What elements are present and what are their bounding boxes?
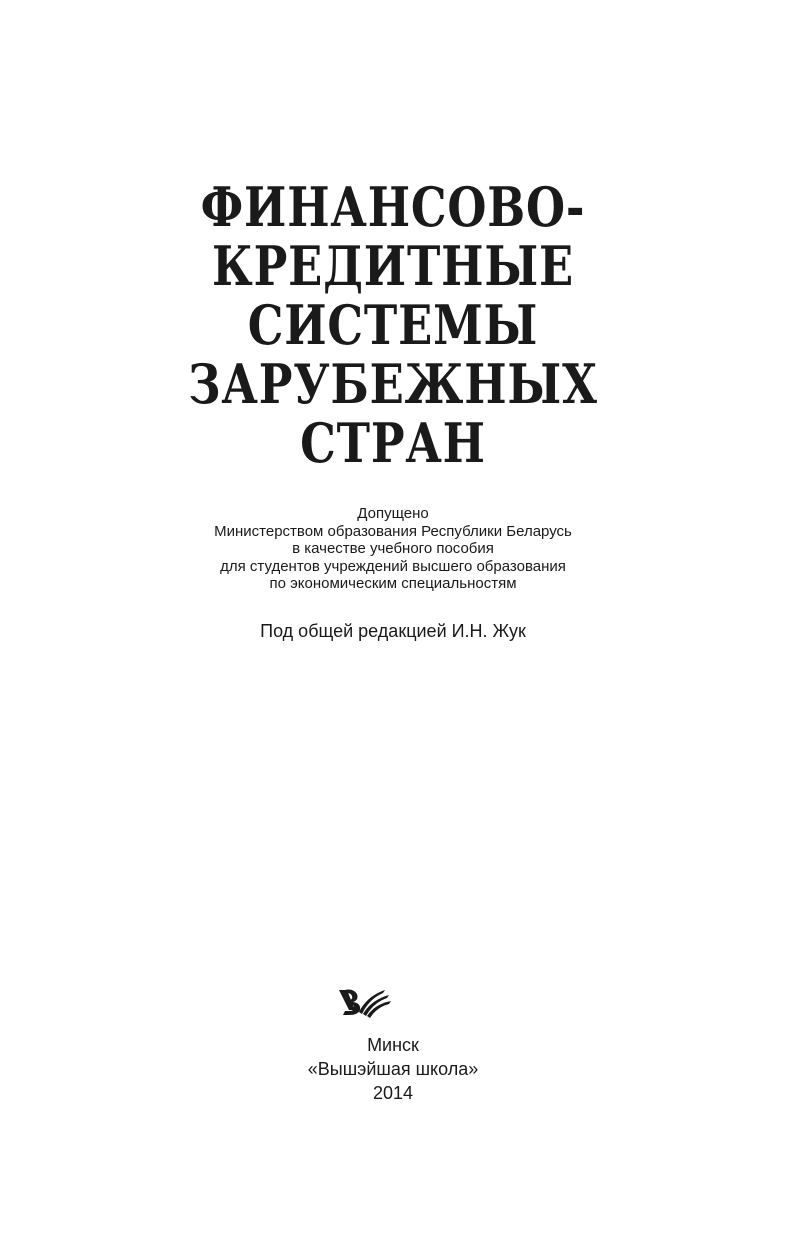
approval-statement [0, 505, 786, 593]
title-line-1: ФИНАНСОВО- [200, 175, 586, 239]
imprint-year: 2014 [372, 1083, 414, 1103]
title-line-5: СТРАН [300, 411, 486, 475]
approval-line-2: Министерством образования Республики Беларусь [214, 522, 572, 540]
approval-line-4: для студентов учреждений высшего образования [220, 557, 566, 575]
publisher-logo-icon [333, 984, 393, 1018]
approval-line-1: Допущено [357, 505, 429, 522]
approval-line-3: в качестве учебного пособия [292, 540, 494, 557]
approval-line-5: по экономическим специальностям [269, 575, 517, 592]
imprint [0, 1033, 786, 1105]
title-line-2: КРЕДИТНЫЕ [211, 234, 575, 298]
editor-credit: Под общей редакцией И.Н. Жук [260, 621, 526, 641]
title-line-4: ЗАРУБЕЖНЫХ [188, 352, 598, 416]
imprint-publisher: «Вышэйшая школа» [307, 1059, 479, 1079]
book-title [0, 175, 786, 475]
title-line-3: СИСТЕМЫ [247, 293, 539, 357]
imprint-city: Минск [367, 1035, 419, 1055]
